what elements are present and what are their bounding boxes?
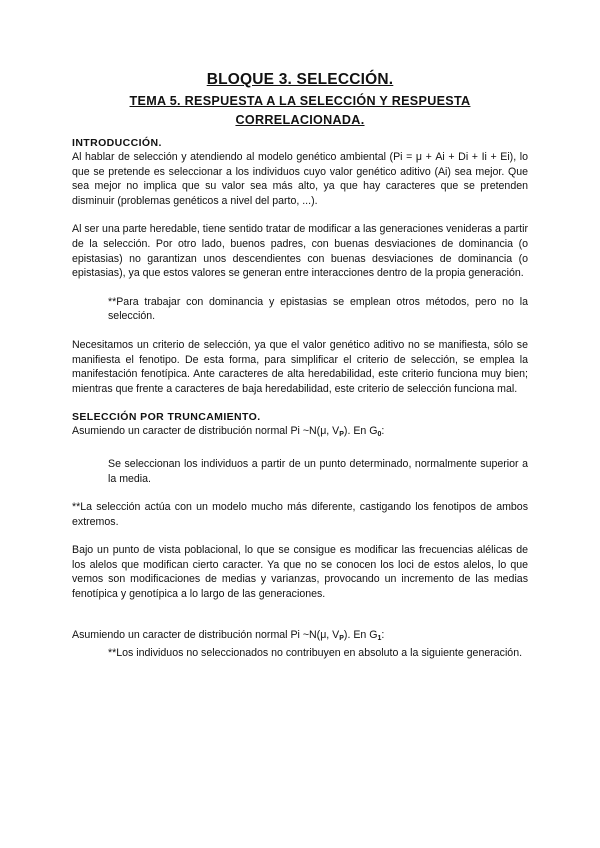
assumption-g0 bbox=[72, 424, 528, 443]
section-heading-introduccion: INTRODUCCIÓN. bbox=[72, 137, 162, 149]
note-2: **La selección actúa con un modelo mucho más diferente, castigando los fenotipos de ambos extremos. bbox=[72, 501, 528, 528]
indented-paragraph-1: Se seleccionan los individuos a partir de un punto determinado, normalmente superior a la media. bbox=[108, 457, 528, 485]
subtitle-line-1: TEMA 5. RESPUESTA A LA SELECCIÓN Y RESPUESTA bbox=[129, 94, 471, 108]
assumption-g0-end: : bbox=[381, 425, 385, 438]
document-title: BLOQUE 3. SELECCIÓN. bbox=[206, 71, 394, 88]
assumption-g1-mid: ). En G bbox=[343, 628, 378, 641]
paragraph-4: Bajo un punto de vista poblacional, lo que se consigue es modificar las frecuencias alélicas de los alelos que modifican cierto caracter. Ya que no se conocen los loci de estos alelos, lo que vemos son modificaciones de medias y varianzas, provocando un incremento de las medias fenotípica y genotípica a lo largo de las generaciones. bbox=[72, 544, 528, 601]
paragraph-1: Al hablar de selección y atendiendo al modelo genético ambiental (Pi = μ + Ai + Di + Ii + Ei), lo que se pretende es seleccionar a los individuos cuyo valor genético aditivo (Ai) sea mejor. Que sea mejor no implica que su valor sea más alto, ya que hay caracteres que se pretenden disminuir (problemas genéticos a nivel del parto, ...). bbox=[72, 151, 528, 207]
paragraph-3: Necesitamos un criterio de selección, ya que el valor genético aditivo no se manifiesta, sólo se manifiesta el fenotipo. De esta forma, para simplificar el criterio de selección, se emplea la manifestación fenotípica. Ante caracteres de alta heredabilidad, este criterio funciona muy bien; mientras que frente a caracteres de baja heredabilidad, este criterio de selección funciona mal. bbox=[72, 338, 528, 395]
assumption-g0-mid: ). En G bbox=[343, 425, 378, 438]
note-1: **Para trabajar con dominancia y epistasias se emplean otros métodos, pero no la selección. bbox=[108, 295, 528, 323]
assumption-g1-sub-p: P bbox=[339, 634, 344, 642]
document-subtitle bbox=[72, 92, 528, 130]
document-page bbox=[72, 70, 528, 661]
paragraph-2: Al ser una parte heredable, tiene sentido tratar de modificar a las generaciones venideras a partir de la selección. Por otro lado, buenos padres, con buenas desviaciones de dominancia (o epistasias) no garantizan unos descendientes con buenas desviaciones de dominancia (o epistasias), ya que estos valores se generan entre interacciones dentro de la propia generación. bbox=[72, 223, 528, 280]
note-3: **Los individuos no seleccionados no contribuyen en absoluto a la siguiente generación. bbox=[108, 647, 523, 660]
assumption-g1-end: : bbox=[381, 628, 385, 641]
assumption-g1-text: Asumiendo un caracter de distribución normal Pi ~N(μ, V bbox=[72, 628, 340, 641]
assumption-g0-sub-g: 0 bbox=[377, 431, 382, 439]
subtitle-line-2: CORRELACIONADA. bbox=[235, 113, 365, 127]
section-heading-truncamiento: SELECCIÓN POR TRUNCAMIENTO. bbox=[72, 411, 261, 424]
assumption-g1 bbox=[72, 628, 528, 647]
assumption-g0-text: Asumiendo un caracter de distribución normal Pi ~N(μ, V bbox=[72, 425, 340, 438]
assumption-g0-sub-p: P bbox=[339, 431, 344, 439]
assumption-g1-sub-g: 1 bbox=[377, 634, 382, 642]
